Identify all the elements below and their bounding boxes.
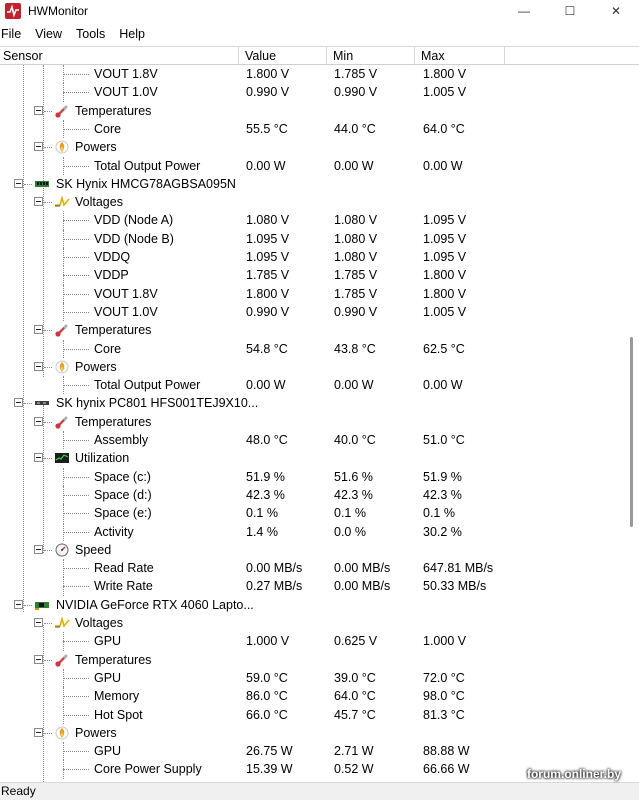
tree-branch-line (63, 92, 89, 93)
device-row[interactable] (0, 394, 625, 412)
sensor-label: Space (e:) (94, 506, 152, 521)
sensor-min: 0.1 % (334, 506, 366, 521)
sensor-value: 1.800 V (246, 67, 290, 81)
tree-branch-line (44, 422, 52, 423)
sensor-value: 1.4 % (246, 524, 278, 539)
sensor-value: 0.00 MB/s (246, 561, 303, 576)
sensor-min: 45.7 °C (334, 707, 376, 722)
sensor-value: 1.000 V (246, 634, 290, 649)
device-row[interactable] (0, 175, 625, 193)
sensor-row[interactable] (0, 65, 625, 83)
scrollbar-thumb[interactable] (630, 337, 633, 527)
sensor-label: VOUT 1.0V (94, 85, 158, 100)
collapse-toggle[interactable] (14, 600, 23, 609)
sensor-max: 0.00 W (423, 158, 463, 173)
sensor-group-row[interactable] (0, 413, 625, 431)
tree-branch-line (44, 147, 52, 148)
sensor-min: 2.71 W (334, 744, 374, 759)
sensor-min: 1.080 V (334, 250, 378, 264)
collapse-toggle[interactable] (14, 179, 23, 188)
sensor-max: 1.095 V (423, 250, 467, 264)
sensor-label: Read Rate (94, 561, 154, 576)
ssd-icon (34, 396, 50, 410)
collapse-toggle[interactable] (34, 362, 43, 371)
group-label: Powers (75, 359, 117, 374)
group-label: Temperatures (75, 652, 152, 667)
collapse-toggle[interactable] (34, 618, 43, 627)
sensor-row[interactable] (0, 504, 625, 522)
sensor-label: GPU (94, 634, 122, 649)
sensor-value: 1.785 V (246, 268, 290, 283)
group-label: Utilization (75, 451, 130, 466)
sensor-max: 66.66 W (423, 762, 470, 777)
device-label: SK Hynix HMCG78AGBSA095N (56, 176, 236, 191)
tree-branch-line (44, 111, 52, 112)
thermometer-icon (54, 415, 70, 429)
sensor-row[interactable] (0, 687, 625, 705)
sensor-row[interactable] (0, 523, 625, 541)
device-label: NVIDIA GeForce RTX 4060 Lapto... (56, 597, 254, 612)
tree-branch-line (63, 586, 89, 587)
sensor-min: 1.080 V (334, 231, 378, 246)
sensor-max: 51.9 % (423, 469, 462, 484)
sensor-max: 50.33 MB/s (423, 579, 487, 594)
sensor-row[interactable] (0, 431, 625, 449)
sensor-min: 42.3 % (334, 487, 373, 502)
sensor-min: 0.00 W (334, 158, 374, 173)
sensor-label: Space (d:) (94, 487, 152, 502)
tree-branch-line (63, 696, 89, 697)
group-label: Temperatures (75, 103, 152, 118)
menu-bar (0, 24, 639, 44)
sensor-value: 51.9 % (246, 469, 285, 484)
menu-file[interactable]: File (1, 27, 22, 41)
tree-branch-line (63, 678, 89, 679)
tree-branch-line (63, 495, 89, 496)
sensor-max: 30.2 % (423, 524, 462, 539)
sensor-max: 1.800 V (423, 268, 467, 283)
sensor-label: VOUT 1.0V (94, 304, 158, 319)
sensor-min: 0.00 MB/s (334, 561, 391, 576)
sensor-value: 15.39 W (246, 762, 293, 777)
sensor-min: 0.0 % (334, 524, 366, 539)
sensor-max: 1.095 V (423, 213, 467, 228)
sensor-label: Core (94, 341, 122, 356)
sensor-max: 62.5 °C (423, 341, 465, 356)
sensor-group-row[interactable] (0, 193, 625, 211)
sensor-group-row[interactable] (0, 724, 625, 742)
tree-branch-line (63, 641, 89, 642)
sensor-row[interactable] (0, 266, 625, 284)
sensor-row[interactable] (0, 468, 625, 486)
utilization-icon (54, 451, 70, 465)
sensor-value: 54.8 °C (246, 341, 288, 356)
tree-branch-line (63, 769, 89, 770)
sensor-row[interactable] (0, 83, 625, 101)
group-label: Temperatures (75, 414, 152, 429)
collapse-toggle[interactable] (34, 453, 43, 462)
collapse-toggle[interactable] (34, 655, 43, 664)
sensor-max: 1.800 V (423, 67, 467, 81)
sensor-min: 51.6 % (334, 469, 373, 484)
group-label: Powers (75, 140, 117, 155)
tree-branch-line (44, 660, 52, 661)
sensor-value: 1.080 V (246, 213, 290, 228)
sensor-label: Hot Spot (94, 707, 143, 722)
sensor-value: 0.00 W (246, 378, 286, 393)
tree-branch-line (63, 385, 89, 386)
sensor-label: VDDQ (94, 250, 131, 264)
column-header (0, 46, 639, 65)
sensor-min: 0.990 V (334, 85, 378, 100)
tree-branch-line (63, 275, 89, 276)
sensor-min: 0.00 W (334, 378, 374, 393)
window-title: HWMonitor (28, 4, 89, 18)
sensor-max: 42.3 % (423, 487, 462, 502)
sensor-value: 0.990 V (246, 304, 290, 319)
flame-icon (54, 360, 70, 374)
tree-branch-line (24, 403, 32, 404)
sensor-min: 1.080 V (334, 213, 378, 228)
tree-branch-line (44, 623, 52, 624)
tree-branch-line (63, 257, 89, 258)
maximize-button[interactable]: ☐ (564, 4, 576, 18)
sensor-label: GPU (94, 744, 122, 759)
thermometer-icon (54, 323, 70, 337)
sensor-value: 66.0 °C (246, 707, 288, 722)
voltage-icon (54, 195, 70, 209)
group-label: Speed (75, 542, 112, 557)
sensor-label: Total Output Power (94, 378, 201, 393)
sensor-max: 1.005 V (423, 304, 467, 319)
sensor-value: 1.095 V (246, 250, 290, 264)
tree-branch-line (24, 184, 32, 185)
sensor-value: 55.5 °C (246, 121, 288, 136)
title-bar (0, 0, 639, 22)
sensor-group-row[interactable] (0, 449, 625, 467)
tree-branch-line (63, 129, 89, 130)
sensor-row[interactable] (0, 157, 625, 175)
tree-branch-line (63, 568, 89, 569)
column-max[interactable]: Max (415, 47, 505, 65)
sensor-label: VOUT 1.8V (94, 286, 158, 301)
tree-branch-line (63, 477, 89, 478)
sensor-max: 88.88 W (423, 744, 470, 759)
collapse-toggle[interactable] (34, 325, 43, 334)
sensor-max: 1.095 V (423, 231, 467, 246)
sensor-label: Space (c:) (94, 469, 151, 484)
tree-branch-line (24, 605, 32, 606)
sensor-row[interactable] (0, 632, 625, 650)
sensor-row[interactable] (0, 303, 625, 321)
collapse-toggle[interactable] (14, 398, 23, 407)
sensor-row[interactable] (0, 211, 625, 229)
sensor-label: VDD (Node B) (94, 231, 174, 246)
group-label: Temperatures (75, 323, 152, 338)
sensor-max: 1.000 V (423, 634, 467, 649)
sensor-row[interactable] (0, 285, 625, 303)
device-label: SK hynix PC801 HFS001TEJ9X10... (56, 396, 259, 411)
tree-branch-line (63, 715, 89, 716)
sensor-max: 0.00 W (423, 378, 463, 393)
sensor-max: 1.800 V (423, 286, 467, 301)
sensor-value: 86.0 °C (246, 689, 288, 704)
sensor-label: VDDP (94, 268, 129, 283)
sensor-min: 1.785 V (334, 286, 378, 301)
sensor-min: 1.785 V (334, 67, 378, 81)
sensor-group-row[interactable] (0, 321, 625, 339)
sensor-row[interactable] (0, 706, 625, 724)
sensor-value: 0.00 W (246, 158, 286, 173)
voltage-icon (54, 616, 70, 630)
sensor-min: 1.785 V (334, 268, 378, 283)
tree-branch-line (44, 733, 52, 734)
group-label: Powers (75, 725, 117, 740)
group-label: Voltages (75, 195, 123, 210)
sensor-label: Core Power Supply (94, 762, 202, 777)
sensor-label: GPU (94, 670, 122, 685)
sensor-row[interactable] (0, 230, 625, 248)
sensor-group-row[interactable] (0, 614, 625, 632)
tree-branch-line (44, 330, 52, 331)
watermark: forum.onliner.by (526, 767, 621, 781)
sensor-min: 43.8 °C (334, 341, 376, 356)
collapse-toggle[interactable] (34, 545, 43, 554)
tree-branch-line (44, 550, 52, 551)
sensor-label: Core (94, 121, 122, 136)
sensor-max: 64.0 °C (423, 121, 465, 136)
tree-branch-line (44, 367, 52, 368)
gauge-icon (54, 543, 70, 557)
sensor-label: Memory (94, 689, 140, 704)
sensor-row[interactable] (0, 559, 625, 577)
sensor-group-row[interactable] (0, 102, 625, 120)
tree-branch-line (63, 239, 89, 240)
sensor-value: 0.1 % (246, 506, 278, 521)
device-row[interactable] (0, 596, 625, 614)
sensor-label: Write Rate (94, 579, 153, 594)
sensor-min: 64.0 °C (334, 689, 376, 704)
tree-branch-line (63, 294, 89, 295)
tree-branch-line (63, 220, 89, 221)
sensor-row[interactable] (0, 120, 625, 138)
memory-icon (34, 177, 50, 191)
sensor-min: 0.625 V (334, 634, 378, 649)
sensor-label: VOUT 1.8V (94, 67, 158, 81)
collapse-toggle[interactable] (34, 197, 43, 206)
sensor-row[interactable] (0, 669, 625, 687)
column-min[interactable]: Min (327, 47, 415, 65)
tree-branch-line (44, 458, 52, 459)
vertical-scrollbar[interactable] (625, 65, 639, 782)
tree-branch-line (63, 513, 89, 514)
tree-branch-line (63, 312, 89, 313)
sensor-max: 0.1 % (423, 506, 455, 521)
sensor-max: 81.3 °C (423, 707, 465, 722)
status-text: Ready (1, 784, 36, 798)
sensor-row[interactable] (0, 340, 625, 358)
hwmonitor-logo-icon (5, 3, 21, 19)
sensor-max: 98.0 °C (423, 689, 465, 704)
sensor-value: 0.990 V (246, 85, 290, 100)
sensor-value: 0.27 MB/s (246, 579, 303, 594)
sensor-value: 26.75 W (246, 744, 293, 759)
close-button[interactable]: ✕ (610, 4, 622, 18)
flame-icon (54, 726, 70, 740)
tree-branch-line (63, 751, 89, 752)
collapse-toggle[interactable] (34, 142, 43, 151)
menu-help[interactable]: Help (119, 27, 145, 41)
sensor-label: Activity (94, 524, 134, 539)
sensor-max: 72.0 °C (423, 670, 465, 685)
thermometer-icon (54, 104, 70, 118)
flame-icon (54, 140, 70, 154)
sensor-label: VDD (Node A) (94, 213, 174, 228)
sensor-row[interactable] (0, 577, 625, 595)
column-sensor[interactable]: Sensor (0, 47, 239, 65)
sensor-value: 42.3 % (246, 487, 285, 502)
tree-branch-line (63, 166, 89, 167)
tree-branch-line (44, 202, 52, 203)
gpu-icon (34, 598, 50, 612)
sensor-min: 39.0 °C (334, 670, 376, 685)
sensor-value: 1.095 V (246, 231, 290, 246)
sensor-row[interactable] (0, 376, 625, 394)
sensor-min: 0.00 MB/s (334, 579, 391, 594)
sensor-row[interactable] (0, 248, 625, 266)
tree-branch-line (63, 532, 89, 533)
collapse-toggle[interactable] (34, 417, 43, 426)
column-value[interactable]: Value (239, 47, 327, 65)
sensor-min: 44.0 °C (334, 121, 376, 136)
thermometer-icon (54, 653, 70, 667)
sensor-min: 0.52 W (334, 762, 374, 777)
group-label: Voltages (75, 616, 123, 630)
sensor-row[interactable] (0, 742, 625, 760)
sensor-group-row[interactable] (0, 541, 625, 559)
sensor-value: 1.800 V (246, 286, 290, 301)
sensor-max: 1.005 V (423, 85, 467, 100)
sensor-tree[interactable] (0, 65, 625, 782)
sensor-max: 647.81 MB/s (423, 561, 494, 576)
sensor-max: 51.0 °C (423, 433, 465, 447)
sensor-value: 59.0 °C (246, 670, 288, 685)
sensor-group-row[interactable] (0, 358, 625, 376)
minimize-button[interactable]: — (518, 4, 530, 18)
sensor-value: 48.0 °C (246, 433, 288, 447)
sensor-group-row[interactable] (0, 651, 625, 669)
tree-branch-line (63, 440, 89, 441)
menu-view[interactable]: View (35, 27, 63, 41)
collapse-toggle[interactable] (34, 106, 43, 115)
sensor-min: 0.990 V (334, 304, 378, 319)
sensor-label: Total Output Power (94, 158, 201, 173)
sensor-group-row[interactable] (0, 138, 625, 156)
tree-branch-line (63, 349, 89, 350)
sensor-label: Assembly (94, 433, 149, 447)
sensor-min: 40.0 °C (334, 433, 376, 447)
sensor-row[interactable] (0, 486, 625, 504)
menu-tools[interactable]: Tools (76, 27, 106, 41)
tree-branch-line (63, 74, 89, 75)
collapse-toggle[interactable] (34, 728, 43, 737)
